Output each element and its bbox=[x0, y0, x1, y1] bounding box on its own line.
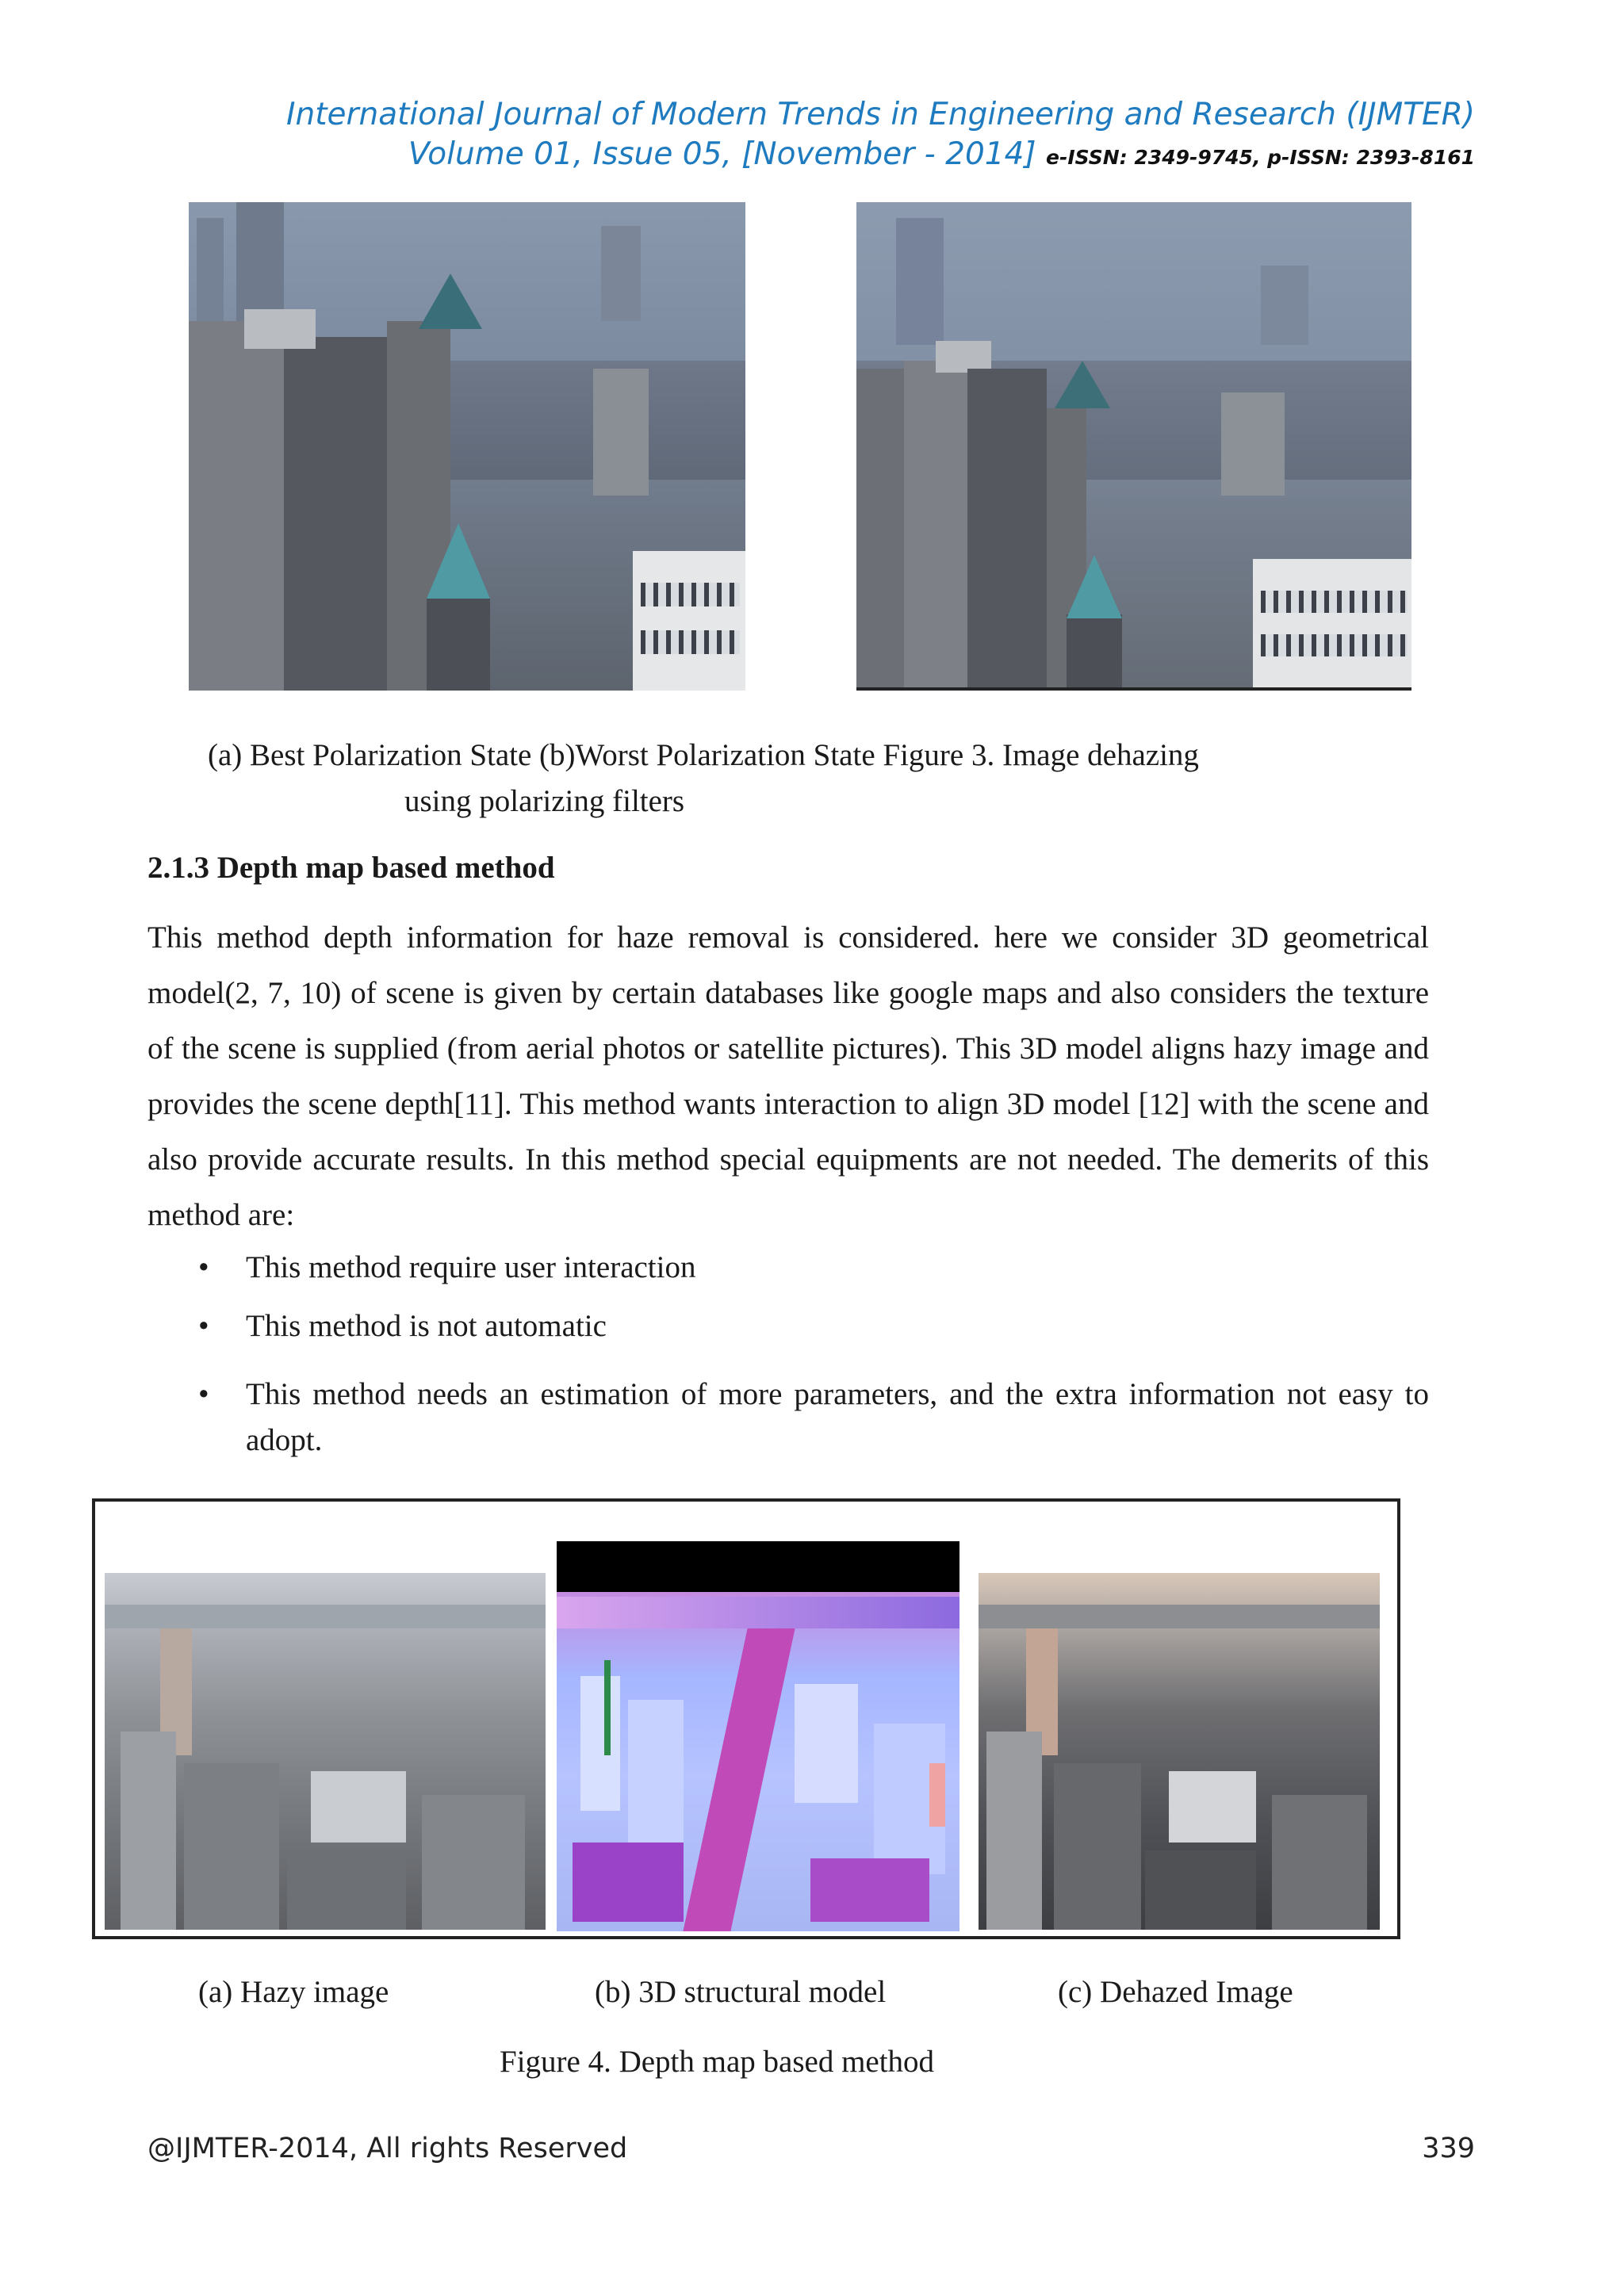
page-number: 339 bbox=[1422, 2133, 1475, 2164]
figure3-image-a bbox=[189, 202, 745, 691]
journal-volume: Volume 01, Issue 05, [November - 2014] bbox=[408, 136, 1036, 172]
journal-volume-line bbox=[286, 135, 1475, 178]
bullet-icon: • bbox=[198, 1377, 209, 1411]
figure4-image-hazy bbox=[105, 1573, 546, 1930]
section-paragraph: This method depth information for haze removal is considered. here we consider 3D geometrical model(2, 7, 10) of scene is given by certain databases like google maps and also considers the texture of the scene is supplied (from aerial photos or satellite pictures). This 3D model aligns hazy image and provides the scene depth[11]. This method wants interaction to align 3D model [12] with the scene and also provide accurate results. In this method special equipments are not needed. The demerits of this method are: bbox=[147, 920, 1429, 1232]
figure4-image-3d-model bbox=[557, 1541, 959, 1931]
bullet-icon: • bbox=[198, 1309, 209, 1343]
figure4-label-b: (b) 3D structural model bbox=[595, 1975, 887, 2009]
figure3-caption-line1: (a) Best Polarization State (b)Worst Polarization State Figure 3. Image dehazing bbox=[208, 738, 1199, 772]
footer-copyright: @IJMTER-2014, All rights Reserved bbox=[147, 2133, 628, 2164]
list-item bbox=[198, 1372, 1429, 1464]
figure3-caption-line2: using polarizing filters bbox=[404, 784, 685, 818]
figure4-image-dehazed bbox=[979, 1573, 1380, 1930]
figure4-caption: Figure 4. Depth map based method bbox=[500, 2045, 935, 2079]
journal-issn: e-ISSN: 2349-9745, p-ISSN: 2393-8161 bbox=[1046, 146, 1475, 169]
figure4-label-a: (a) Hazy image bbox=[198, 1975, 389, 2009]
demerits-list bbox=[198, 1245, 1429, 1464]
figure4-label-c: (c) Dehazed Image bbox=[1058, 1975, 1293, 2009]
journal-title: International Journal of Modern Trends in Engineering and Research (IJMTER) bbox=[285, 97, 1475, 132]
list-item bbox=[198, 1245, 1429, 1291]
bullet-text: This method is not automatic bbox=[246, 1309, 607, 1343]
bullet-text: This method require user interaction bbox=[246, 1250, 696, 1284]
list-item bbox=[198, 1303, 1429, 1349]
bullet-icon: • bbox=[198, 1250, 209, 1284]
figure3-image-b bbox=[856, 202, 1411, 691]
bullet-text: This method needs an estimation of more parameters, and the extra information not easy to adopt. bbox=[246, 1377, 1429, 1457]
figure4-frame bbox=[92, 1498, 1400, 1939]
journal-header bbox=[286, 95, 1475, 178]
section-heading: 2.1.3 Depth map based method bbox=[147, 851, 555, 885]
